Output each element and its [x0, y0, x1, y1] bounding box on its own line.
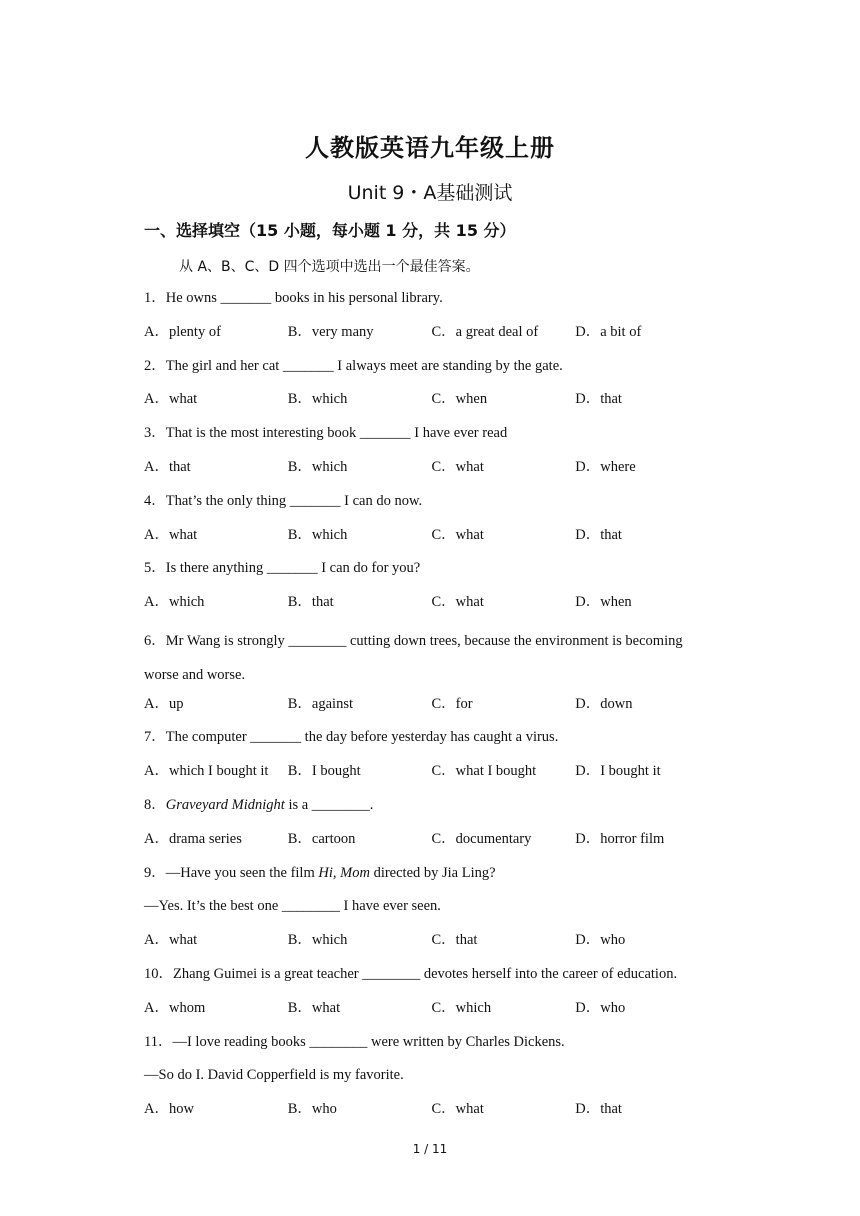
option: A．that [144, 458, 191, 475]
option: C．which [431, 999, 492, 1016]
option: A．plenty of [144, 323, 221, 340]
question-8: 8．Graveyard Midnight is a ________. [144, 796, 374, 813]
question-7-options [144, 760, 719, 794]
option: A．up [144, 695, 184, 712]
option: C．that [431, 932, 478, 949]
question-11-reply: —So do I. David Copperfield is my favorite. [144, 1067, 404, 1084]
option: D．down [575, 695, 633, 712]
option: A．which [144, 594, 205, 611]
option: D．where [575, 458, 636, 475]
question-1: 1．He owns _______ books in his personal library. [144, 290, 443, 306]
question-9-reply: —Yes. It’s the best one ________ I have ever seen. [144, 898, 441, 915]
option: B．which [287, 458, 348, 475]
option: B．which [287, 391, 348, 408]
question-10: 10．Zhang Guimei is a great teacher ________ devotes herself into the career of education. [144, 965, 678, 982]
question-3-options [144, 456, 719, 490]
option: D．that [575, 526, 622, 543]
question-4-options [144, 524, 719, 558]
option: D．that [575, 1101, 622, 1118]
option: C．what [431, 526, 484, 543]
document-title: 人教版英语九年级上册 [305, 134, 555, 162]
question-9: 9．—Have you seen the film Hi, Mom directed by Jia Ling? [144, 864, 496, 881]
question-6: 6．Mr Wang is strongly ________ cutting down trees, because the environment is becoming worse and worse. [144, 632, 683, 683]
document-subtitle: Unit 9・A基础测试 [347, 182, 513, 204]
option: D．horror film [575, 830, 665, 847]
question-3: 3．That is the most interesting book _______ I have ever read [144, 425, 508, 442]
question-8-options [144, 828, 719, 862]
question-11-options [144, 1098, 719, 1132]
option: D．who [575, 999, 626, 1016]
option: C．what [431, 594, 484, 611]
option: D．that [575, 391, 622, 408]
option: D．a bit of [575, 323, 642, 340]
question-7: 7．The computer _______ the day before yesterday has caught a virus. [144, 729, 559, 746]
option: A．how [144, 1101, 194, 1118]
option: B．what [287, 999, 341, 1016]
option: B．which [287, 932, 348, 949]
page-number: 1 / 11 [412, 1142, 448, 1156]
option: B．very many [287, 323, 374, 340]
section-heading: 一、选择填空（15 小题，每小题 1 分，共 15 分） [144, 221, 516, 240]
option: A．what [144, 526, 198, 543]
question-list [144, 287, 719, 1132]
option: A．what [144, 932, 198, 949]
section-instruction: 从 A、B、C、D 四个选项中选出一个最佳答案。 [179, 259, 480, 275]
question-4: 4．That’s the only thing _______ I can do now. [144, 492, 423, 509]
question-11: 11．—I love reading books ________ were written by Charles Dickens. [144, 1033, 565, 1050]
question-10-options [144, 997, 719, 1031]
option: C．for [431, 695, 473, 712]
option: B．I bought [287, 763, 361, 780]
film-title: Hi, Mom [318, 864, 370, 881]
option: A．whom [144, 999, 206, 1016]
option: C．what I bought [431, 763, 537, 780]
option: C．when [431, 391, 488, 408]
question-5: 5．Is there anything _______ I can do for you? [144, 560, 421, 577]
question-1-options [144, 321, 719, 355]
option: B．against [287, 695, 353, 712]
question-2-options [144, 388, 719, 422]
option: C．what [431, 1101, 484, 1118]
option: C．what [431, 458, 484, 475]
option: C．a great deal of [431, 323, 539, 340]
option: A．drama series [144, 830, 242, 847]
option: C．documentary [431, 830, 532, 847]
question-6-options [144, 693, 719, 727]
question-5-options [144, 591, 719, 625]
option: D．I bought it [575, 763, 661, 780]
option: B．cartoon [287, 830, 356, 847]
option: B．who [287, 1101, 337, 1118]
question-2: 2．The girl and her cat _______ I always meet are standing by the gate. [144, 357, 563, 374]
option: D．who [575, 932, 626, 949]
film-title: Graveyard Midnight [165, 796, 285, 813]
question-9-options [144, 929, 719, 963]
option: A．what [144, 391, 198, 408]
option: D．when [575, 594, 632, 611]
option: B．which [287, 526, 348, 543]
option: B．that [287, 594, 334, 611]
option: A．which I bought it [144, 763, 269, 780]
